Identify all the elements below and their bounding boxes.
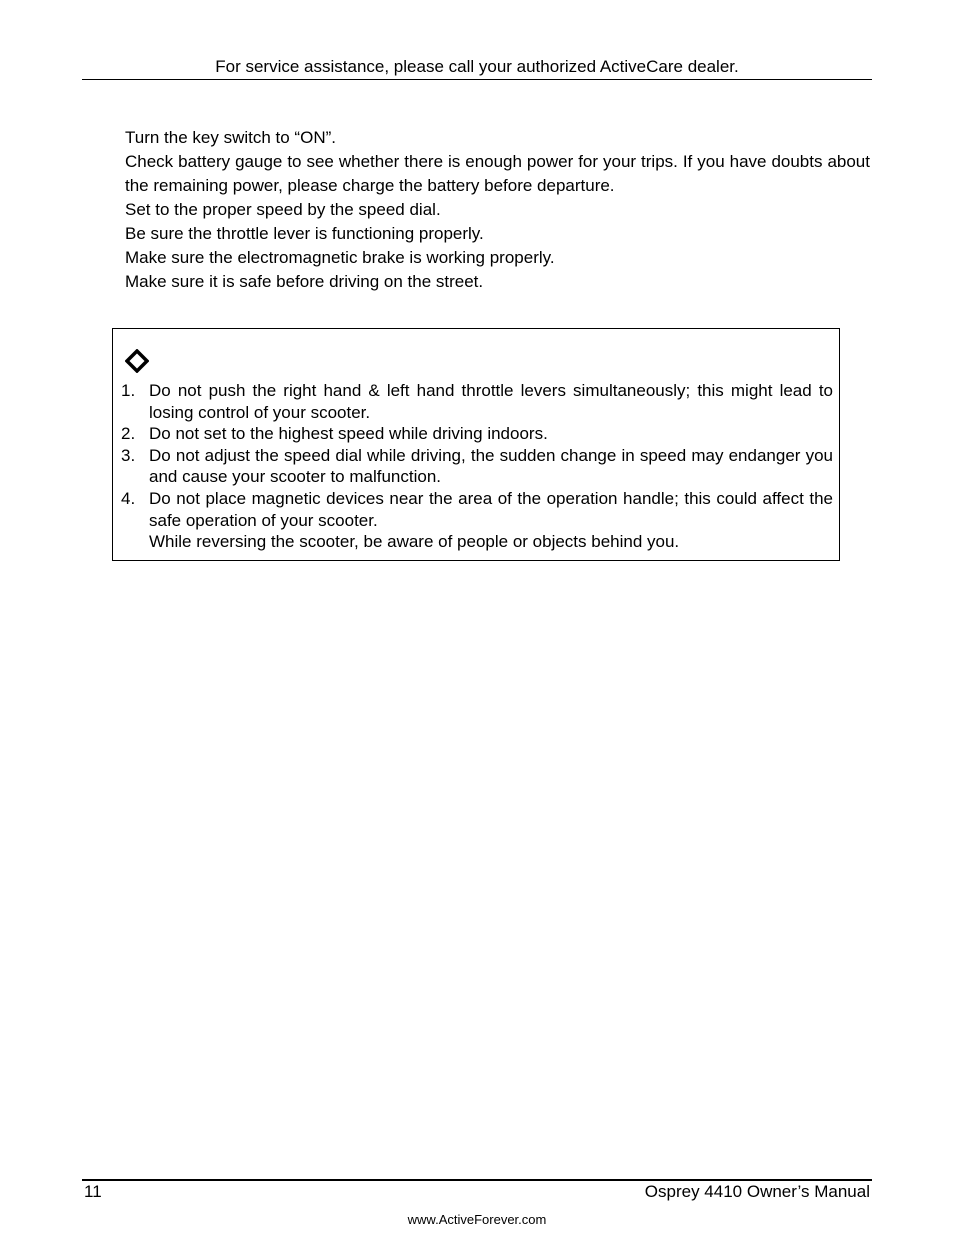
warning-item [121, 423, 833, 445]
checklist-item: Set to the proper speed by the speed dial. [125, 200, 441, 219]
page-header: For service assistance, please call your authorized ActiveCare dealer. [215, 57, 739, 76]
warning-item-number: 1. [121, 381, 136, 400]
manual-title: Osprey 4410 Owner’s Manual [644, 1182, 870, 1201]
pre-driving-checklist [125, 126, 870, 294]
warning-note: While reversing the scooter, be aware of people or objects behind you. [149, 532, 680, 551]
page-number: 11 [84, 1182, 102, 1201]
warning-item-text: Do not adjust the speed dial while driving, the sudden change in speed may endanger you and cause your scooter to malfunction. [149, 445, 833, 487]
warning-item [121, 380, 833, 423]
warning-item-number: 3. [121, 445, 136, 465]
header-divider [82, 79, 872, 80]
website-link[interactable]: www.ActiveForever.com [407, 1212, 547, 1227]
checklist-item: Be sure the throttle lever is functioning properly. [125, 224, 484, 243]
warning-item-text: Do not push the right hand & left hand throttle levers simultaneously; this might lead to losing control of your scooter. [149, 381, 833, 422]
warning-list [121, 380, 833, 531]
warning-box [112, 328, 840, 561]
warning-item [121, 488, 833, 531]
warning-item [121, 445, 833, 488]
diamond-warning-icon [125, 349, 149, 373]
checklist-item: Make sure it is safe before driving on the street. [125, 272, 484, 291]
checklist-item: Make sure the electromagnetic brake is working properly. [125, 248, 555, 267]
warning-item-number: 4. [121, 488, 136, 508]
checklist-item: Check battery gauge to see whether there is enough power for your trips. If you have doubts about the remaining power, please charge the battery before departure. [125, 152, 870, 195]
checklist-item: Turn the key switch to “ON”. [125, 128, 336, 147]
warning-item-number: 2. [121, 424, 136, 444]
warning-item-text: Do not set to the highest speed while driving indoors. [149, 424, 548, 444]
warning-item-text: Do not place magnetic devices near the area of the operation handle; this could affect the safe operation of your scooter. [149, 488, 833, 530]
